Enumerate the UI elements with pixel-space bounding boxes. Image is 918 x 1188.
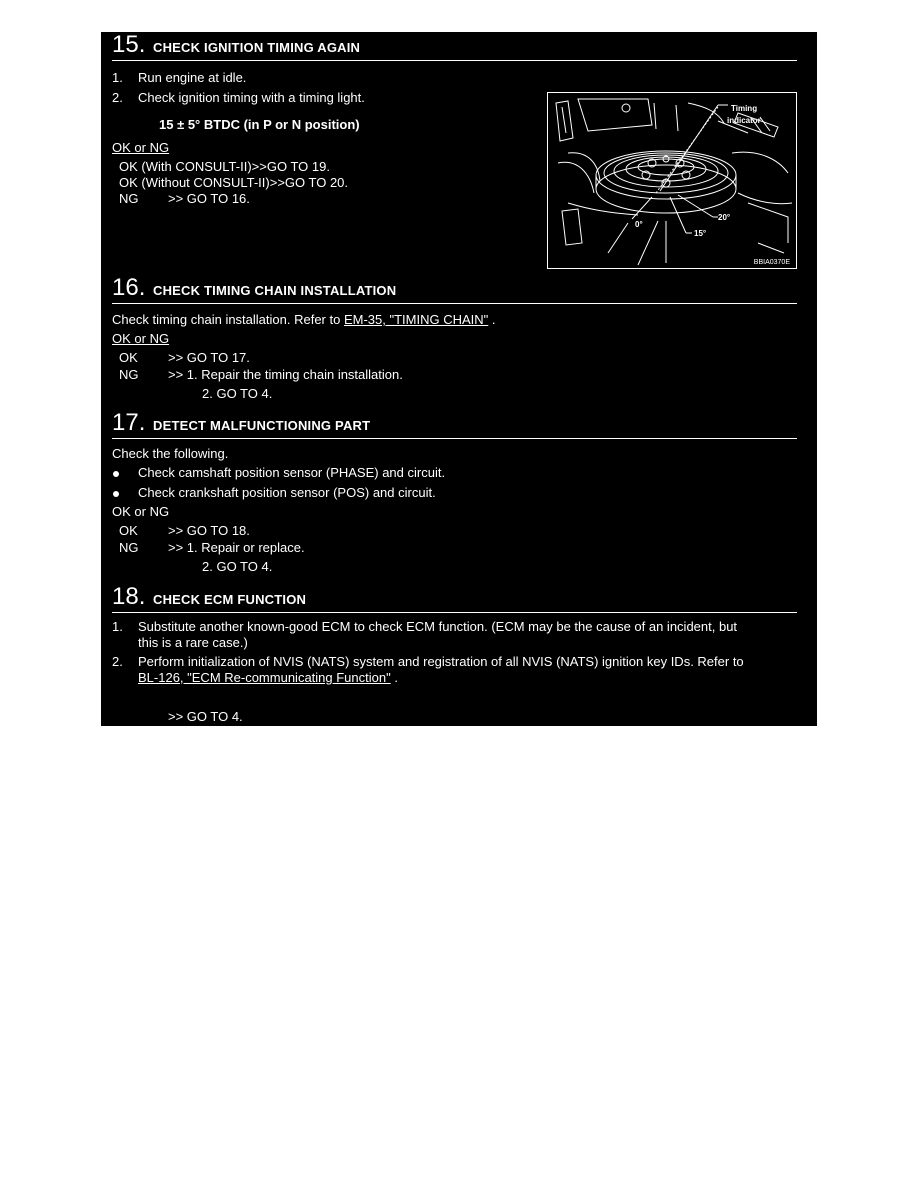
section-15-number: 15. — [112, 31, 146, 58]
section-15-title: CHECK IGNITION TIMING AGAIN — [153, 40, 361, 55]
section-16-header — [112, 275, 797, 304]
section-16-ng-text-2: 2. GO TO 4. — [202, 386, 273, 401]
ok-or-ng-heading: OK or NG — [112, 140, 170, 155]
section-18-header — [112, 584, 797, 613]
step-1-text: Run engine at idle. — [138, 70, 247, 85]
ecm-recommunicating-reference-link[interactable]: BL-126, "ECM Re-communicating Function" — [138, 670, 391, 685]
section-17-number: 17. — [112, 409, 146, 436]
timing-chain-reference-link[interactable]: EM-35, "TIMING CHAIN" — [343, 312, 489, 327]
section-17 — [112, 410, 797, 439]
section-17-ng-key: NG — [119, 540, 139, 555]
step-2-number: 2. — [112, 90, 123, 105]
section-17-header — [112, 410, 797, 439]
section-16 — [112, 275, 797, 304]
section-18-number: 18. — [112, 583, 146, 610]
section-18-step-1-text: Substitute another known-good ECM to check ECM function. (ECM may be the cause of an incident, but — [138, 619, 738, 634]
section-16-title: CHECK TIMING CHAIN INSTALLATION — [153, 283, 397, 298]
figure-label-indicator: indicator — [727, 116, 761, 125]
result-ng-text: >> GO TO 16. — [168, 191, 250, 206]
section-17-ok-text: >> GO TO 18. — [168, 523, 250, 538]
section-18-title: CHECK ECM FUNCTION — [153, 592, 307, 607]
section-17-ng-text-2: 2. GO TO 4. — [202, 559, 273, 574]
section-16-ok-text: >> GO TO 17. — [168, 350, 250, 365]
figure-label-0-deg: 0° — [635, 220, 643, 229]
section-15-header — [112, 32, 797, 61]
section-17-intro: Check the following. — [112, 446, 229, 461]
section-16-number: 16. — [112, 274, 146, 301]
timing-figure — [547, 92, 797, 269]
figure-label-15-deg: 15° — [694, 229, 707, 238]
section-18-result: >> GO TO 4. — [168, 709, 243, 724]
section-17-ng-text: >> 1. Repair or replace. — [168, 540, 305, 555]
bullet-icon — [113, 471, 119, 477]
section-17-ok-key: OK — [119, 523, 138, 538]
figure-code: BBIA0370E — [753, 259, 790, 266]
section-16-intro-end: . — [491, 312, 496, 327]
section-17-title: DETECT MALFUNCTIONING PART — [153, 418, 371, 433]
section-16-ng-text: >> 1. Repair the timing chain installation. — [168, 367, 403, 382]
figure-label-timing: Timing — [731, 104, 758, 113]
section-16-intro — [112, 312, 496, 328]
section-15 — [112, 32, 797, 61]
timing-spec: 15 ± 5° BTDC (in P or N position) — [159, 117, 360, 132]
section-16-ok-key: OK — [119, 350, 138, 365]
section-18-step-1-number: 1. — [112, 619, 123, 634]
check-item-crankshaft: Check crankshaft position sensor (POS) and circuit. — [138, 485, 436, 500]
section-18-step-2-number: 2. — [112, 654, 123, 669]
section-16-intro-text: Check timing chain installation. Refer to — [112, 312, 341, 327]
section-18-step-2-reference — [138, 670, 398, 686]
procedure-panel — [101, 32, 817, 726]
section-18-step-2-end: . — [394, 670, 398, 685]
figure-label-20-deg: 20° — [718, 213, 731, 222]
step-1-number: 1. — [112, 70, 123, 85]
step-2-text: Check ignition timing with a timing light. — [138, 90, 365, 105]
section-16-ok-or-ng: OK or NG — [112, 331, 170, 346]
section-18 — [112, 584, 797, 613]
check-item-camshaft: Check camshaft position sensor (PHASE) and circuit. — [138, 465, 446, 480]
bullet-icon — [113, 491, 119, 497]
section-16-ng-key: NG — [119, 367, 139, 382]
result-ng-key: NG — [119, 191, 139, 206]
section-18-step-1-text-2: this is a rare case.) — [138, 635, 248, 650]
section-17-ok-or-ng: OK or NG — [112, 504, 170, 519]
result-ok-with-consult: OK (With CONSULT-II)>>GO TO 19. — [119, 159, 330, 174]
result-ok-without-consult: OK (Without CONSULT-II)>>GO TO 20. — [119, 175, 349, 190]
section-18-step-2-text: Perform initialization of NVIS (NATS) system and registration of all NVIS (NATS) ignition key IDs. Refer to — [138, 654, 744, 669]
